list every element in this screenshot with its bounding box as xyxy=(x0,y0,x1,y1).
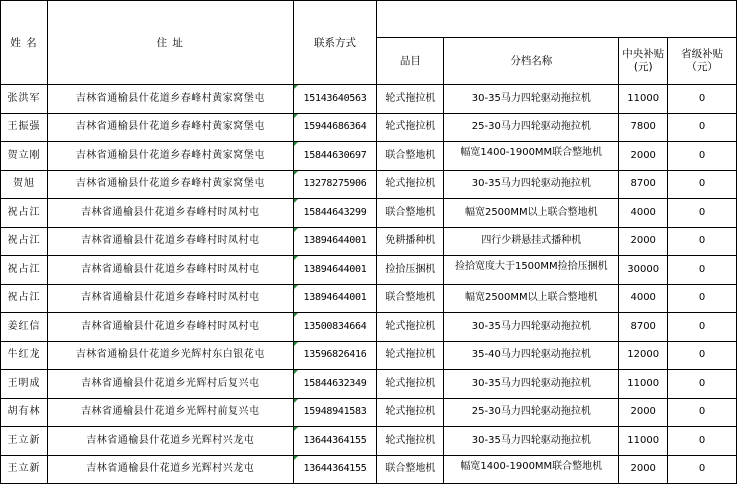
cell-name: 祝占江 xyxy=(1,284,48,313)
cell-address: 吉林省通榆县什花道乡光辉村东白银花屯 xyxy=(47,341,293,370)
cell-name: 祝占江 xyxy=(1,256,48,285)
cell-model: 30-35马力四轮驱动拖拉机 xyxy=(444,85,619,114)
cell-model: 幅宽1400-1900MM联合整地机 xyxy=(444,142,619,171)
cell-central-subsidy: 11000 xyxy=(619,370,668,399)
cell-category: 轮式拖拉机 xyxy=(377,170,444,199)
cell-central-subsidy: 2000 xyxy=(619,398,668,427)
cell-provincial-subsidy: 0 xyxy=(668,85,737,114)
cell-name: 祝占江 xyxy=(1,227,48,256)
header-phone: 联系方式 xyxy=(293,1,377,85)
cell-provincial-subsidy: 0 xyxy=(668,199,737,228)
cell-central-subsidy: 2000 xyxy=(619,455,668,484)
cell-category: 捡拾压捆机 xyxy=(377,256,444,285)
cell-central-subsidy: 11000 xyxy=(619,85,668,114)
cell-name: 张洪军 xyxy=(1,85,48,114)
table-row xyxy=(1,227,737,256)
cell-central-subsidy: 4000 xyxy=(619,284,668,313)
cell-central-subsidy: 7800 xyxy=(619,113,668,142)
cell-provincial-subsidy: 0 xyxy=(668,370,737,399)
cell-address: 吉林省通榆县什花道乡春峰村时凤村屯 xyxy=(47,256,293,285)
cell-phone: 15143640563 xyxy=(293,85,377,114)
cell-provincial-subsidy: 0 xyxy=(668,170,737,199)
cell-category: 免耕播种机 xyxy=(377,227,444,256)
cell-provincial-subsidy: 0 xyxy=(668,284,737,313)
table-row xyxy=(1,113,737,142)
cell-address: 吉林省通榆县什花道乡光辉村兴龙屯 xyxy=(47,455,293,484)
cell-address: 吉林省通榆县什花道乡春峰村黄家窝堡屯 xyxy=(47,170,293,199)
cell-name: 贺旭 xyxy=(1,170,48,199)
cell-name: 王明成 xyxy=(1,370,48,399)
cell-name: 胡有林 xyxy=(1,398,48,427)
cell-model: 30-35马力四轮驱动拖拉机 xyxy=(444,313,619,342)
cell-address: 吉林省通榆县什花道乡光辉村后复兴屯 xyxy=(47,370,293,399)
cell-name: 王振强 xyxy=(1,113,48,142)
cell-model: 幅宽2500MM以上联合整地机 xyxy=(444,199,619,228)
table-row xyxy=(1,284,737,313)
cell-address: 吉林省通榆县什花道乡春峰村时凤村屯 xyxy=(47,227,293,256)
cell-provincial-subsidy: 0 xyxy=(668,313,737,342)
cell-central-subsidy: 4000 xyxy=(619,199,668,228)
cell-phone: 15844630697 xyxy=(293,142,377,171)
cell-phone: 13644364155 xyxy=(293,455,377,484)
cell-address: 吉林省通榆县什花道乡春峰村黄家窝堡屯 xyxy=(47,85,293,114)
table-row xyxy=(1,142,737,171)
cell-central-subsidy: 2000 xyxy=(619,142,668,171)
cell-address: 吉林省通榆县什花道乡春峰村时凤村屯 xyxy=(47,313,293,342)
cell-phone: 13894644001 xyxy=(293,256,377,285)
cell-address: 吉林省通榆县什花道乡春峰村时凤村屯 xyxy=(47,284,293,313)
table-row xyxy=(1,313,737,342)
cell-phone: 13894644001 xyxy=(293,284,377,313)
cell-central-subsidy: 30000 xyxy=(619,256,668,285)
header-model: 分档名称 xyxy=(444,38,619,85)
cell-model: 幅宽2500MM以上联合整地机 xyxy=(444,284,619,313)
header-category: 品目 xyxy=(377,38,444,85)
header-central-subsidy: 中央补贴(元) xyxy=(619,38,668,85)
cell-name: 牛红龙 xyxy=(1,341,48,370)
cell-model: 25-30马力四轮驱动拖拉机 xyxy=(444,398,619,427)
cell-central-subsidy: 2000 xyxy=(619,227,668,256)
cell-model: 30-35马力四轮驱动拖拉机 xyxy=(444,370,619,399)
table-row xyxy=(1,85,737,114)
cell-address: 吉林省通榆县什花道乡春峰村黄家窝堡屯 xyxy=(47,142,293,171)
cell-category: 轮式拖拉机 xyxy=(377,398,444,427)
cell-name: 贺立刚 xyxy=(1,142,48,171)
cell-provincial-subsidy: 0 xyxy=(668,341,737,370)
cell-model: 30-35马力四轮驱动拖拉机 xyxy=(444,427,619,456)
cell-provincial-subsidy: 0 xyxy=(668,398,737,427)
cell-name: 王立新 xyxy=(1,427,48,456)
cell-category: 轮式拖拉机 xyxy=(377,370,444,399)
table-row xyxy=(1,341,737,370)
cell-central-subsidy: 12000 xyxy=(619,341,668,370)
cell-model: 30-35马力四轮驱动拖拉机 xyxy=(444,170,619,199)
cell-category: 轮式拖拉机 xyxy=(377,341,444,370)
table-row xyxy=(1,199,737,228)
header-provincial-subsidy: 省级补贴（元） xyxy=(668,38,737,85)
cell-address: 吉林省通榆县什花道乡春峰村黄家窝堡屯 xyxy=(47,113,293,142)
cell-category: 轮式拖拉机 xyxy=(377,85,444,114)
cell-model: 幅宽1400-1900MM联合整地机 xyxy=(444,455,619,484)
table-row xyxy=(1,455,737,484)
cell-phone: 13500834664 xyxy=(293,313,377,342)
cell-phone: 13596826416 xyxy=(293,341,377,370)
cell-category: 轮式拖拉机 xyxy=(377,113,444,142)
cell-central-subsidy: 8700 xyxy=(619,170,668,199)
cell-phone: 15844643299 xyxy=(293,199,377,228)
table-row xyxy=(1,170,737,199)
cell-model: 35-40马力四轮驱动拖拉机 xyxy=(444,341,619,370)
cell-provincial-subsidy: 0 xyxy=(668,256,737,285)
cell-provincial-subsidy: 0 xyxy=(668,113,737,142)
table-row xyxy=(1,256,737,285)
cell-model: 四行少耕悬挂式播种机 xyxy=(444,227,619,256)
cell-name: 姜红信 xyxy=(1,313,48,342)
cell-central-subsidy: 11000 xyxy=(619,427,668,456)
cell-phone: 13644364155 xyxy=(293,427,377,456)
table-row xyxy=(1,370,737,399)
cell-category: 轮式拖拉机 xyxy=(377,313,444,342)
cell-phone: 13894644001 xyxy=(293,227,377,256)
cell-category: 轮式拖拉机 xyxy=(377,427,444,456)
cell-model: 捡拾宽度大于1500MM捡拾压捆机 xyxy=(444,256,619,285)
cell-address: 吉林省通榆县什花道乡光辉村前复兴屯 xyxy=(47,398,293,427)
cell-category: 联合整地机 xyxy=(377,284,444,313)
cell-name: 王立新 xyxy=(1,455,48,484)
cell-address: 吉林省通榆县什花道乡光辉村兴龙屯 xyxy=(47,427,293,456)
cell-phone: 15844632349 xyxy=(293,370,377,399)
cell-category: 联合整地机 xyxy=(377,455,444,484)
cell-provincial-subsidy: 0 xyxy=(668,142,737,171)
cell-provincial-subsidy: 0 xyxy=(668,227,737,256)
cell-provincial-subsidy: 0 xyxy=(668,427,737,456)
cell-name: 祝占江 xyxy=(1,199,48,228)
header-blank-cell xyxy=(377,1,737,38)
cell-central-subsidy: 8700 xyxy=(619,313,668,342)
cell-model: 25-30马力四轮驱动拖拉机 xyxy=(444,113,619,142)
header-name: 姓 名 xyxy=(1,1,48,85)
cell-category: 联合整地机 xyxy=(377,199,444,228)
cell-address: 吉林省通榆县什花道乡春峰村时凤村屯 xyxy=(47,199,293,228)
cell-phone: 15948941583 xyxy=(293,398,377,427)
cell-category: 联合整地机 xyxy=(377,142,444,171)
table-row xyxy=(1,427,737,456)
cell-phone: 13278275906 xyxy=(293,170,377,199)
table-row xyxy=(1,398,737,427)
cell-provincial-subsidy: 0 xyxy=(668,455,737,484)
cell-phone: 15944686364 xyxy=(293,113,377,142)
header-address: 住 址 xyxy=(47,1,293,85)
